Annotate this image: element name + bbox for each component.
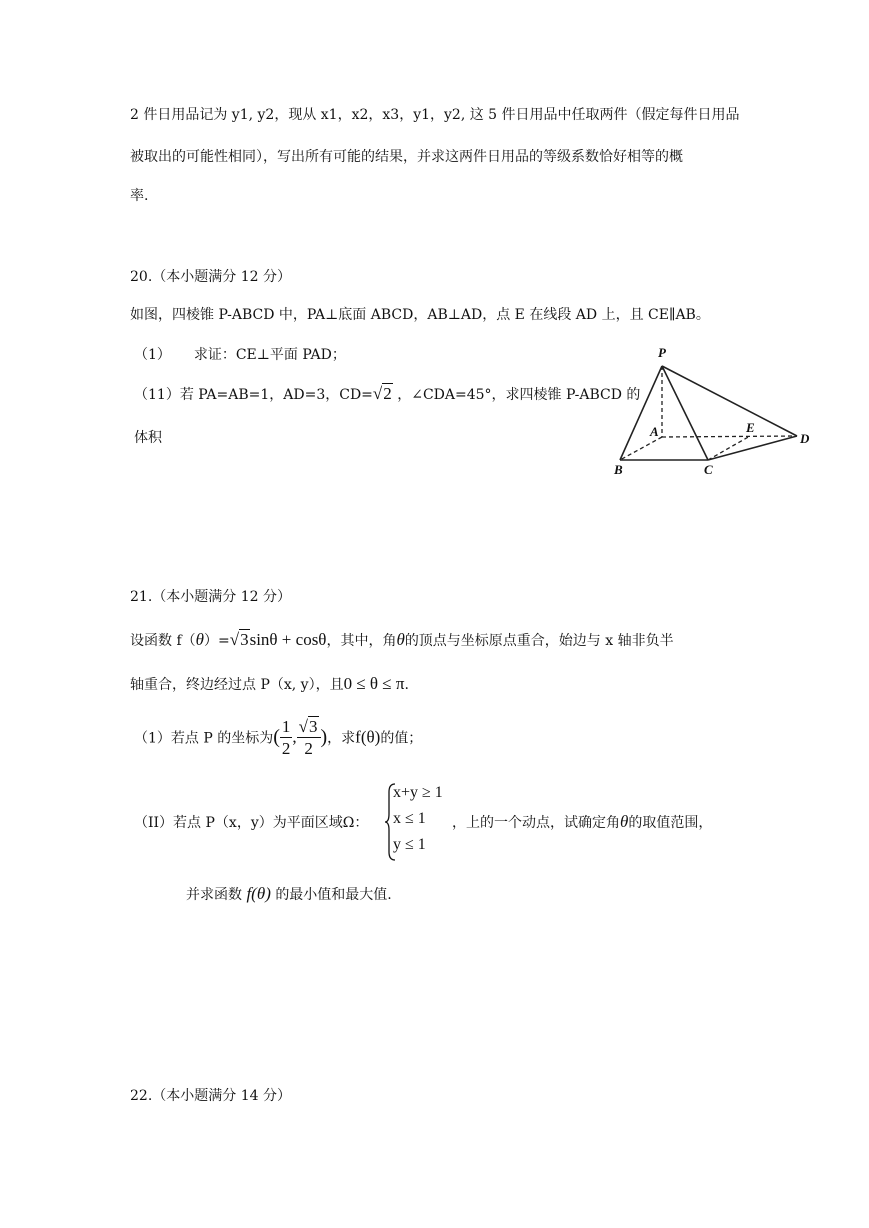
label-P: P: [658, 345, 666, 360]
edge-AB: [620, 437, 662, 460]
q20-part1-label: （1）: [134, 347, 171, 363]
ineq-row-3: y ≤ 1: [393, 836, 426, 853]
q22-header: 22.（本小题满分 14 分）: [130, 1088, 291, 1104]
q21-part2-b: ，上的一个动点，试确定角θ的取值范围，: [452, 812, 713, 831]
q20-header: 20.（本小题满分 12 分）: [130, 269, 291, 285]
q21-part2-d: 并求函数 f(θ) 的最小值和最大值.: [186, 884, 392, 903]
q20-part2-c: 体积: [134, 430, 162, 446]
ineq-row-1: x+y ≥ 1: [393, 784, 443, 801]
q20-part2-b: ，∠CDA=45°，求四棱锥 P-ABCD 的: [397, 387, 641, 403]
label-B: B: [614, 462, 623, 477]
q20-part1: [134, 344, 346, 364]
fraction-sqrt3-2: $\frac{√3}{2}$: [297, 718, 321, 757]
edge-PC: [662, 366, 708, 460]
prev-line-1: 2 件日用品记为 y1, y2，现从 x1，x2，x3，y1，y2, 这 5 件日用品中任取两件（假定每件日用品: [130, 107, 740, 123]
inequality-system: [385, 782, 455, 862]
edge-PD: [662, 366, 797, 436]
q20-intro: 如图，四棱锥 P-ABCD 中，PA⊥底面 ABCD，AB⊥AD，点 E 在线段 AD 上，且 CE∥AB。: [130, 307, 710, 323]
fraction-1-2: $\frac{1}{2}$: [281, 717, 291, 758]
q21-part2-a: （II）若点 P（x，y）为平面区域Ω：: [134, 815, 369, 831]
edge-CD: [708, 436, 797, 460]
q21-line1: 设函数 f（θ）=√3sinθ + cosθ，其中，角θ的顶点与坐标原点重合，始边与 x 轴非负半: [130, 630, 674, 649]
ineq-row-2: x ≤ 1: [393, 810, 426, 827]
label-A: A: [650, 424, 659, 439]
edge-AD: [662, 436, 797, 437]
q21-header: 21.（本小题满分 12 分）: [130, 589, 291, 605]
sqrt-2: √2: [372, 384, 392, 403]
prev-line-3: 率.: [130, 188, 149, 204]
q20-part2-a: （11）若 PA=AB=1，AD=3，CD=: [134, 387, 373, 403]
label-C: C: [704, 462, 713, 477]
label-D: D: [800, 431, 810, 446]
label-E: E: [746, 420, 755, 435]
q20-part1-text: 求证：CE⊥平面 PAD；: [193, 347, 346, 363]
q21-part1: （1）若点 P 的坐标为( $\frac{1}{2}$ , $\frac{√3}{2}$ )，求f(θ)的值；: [134, 717, 423, 758]
prev-line-2: 被取出的可能性相同），写出所有可能的结果，并求这两件日用品的等级系数恰好相等的概: [130, 149, 683, 165]
edge-CE: [708, 436, 750, 460]
pyramid-figure: [610, 342, 815, 480]
edge-PB: [620, 366, 662, 460]
q21-line2: 轴重合，终边经过点 P（x, y），且0 ≤ θ ≤ π.: [130, 674, 409, 693]
q20-part2: [134, 384, 640, 404]
